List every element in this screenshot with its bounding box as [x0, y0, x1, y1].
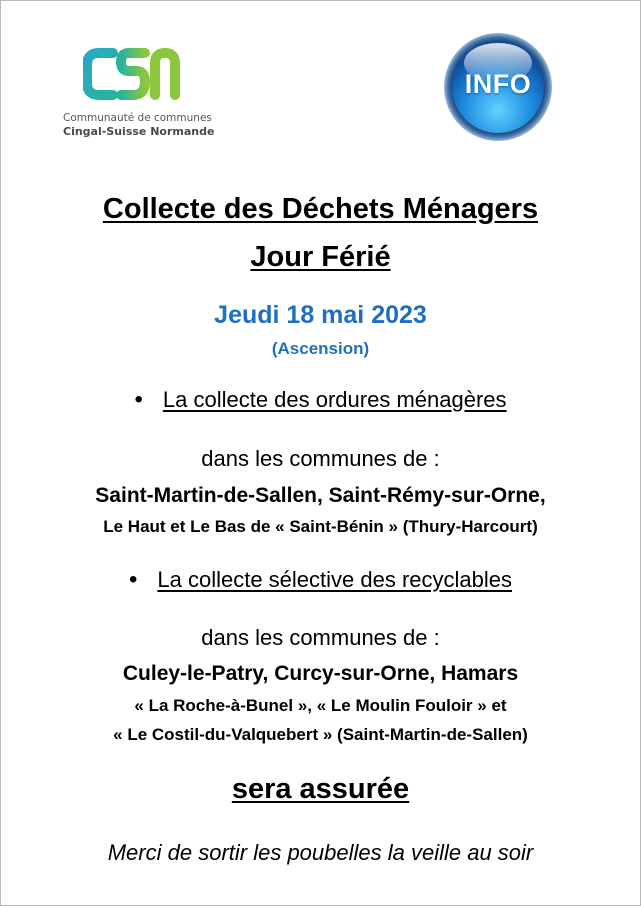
title-line2: Jour Férié	[250, 241, 391, 273]
date-note: (Ascension)	[271, 339, 370, 358]
footer-note: Merci de sortir les poubelles la veille au soir	[107, 840, 534, 865]
section2-bullet	[1, 566, 640, 594]
section2-heading: La collecte sélective des recyclables	[157, 567, 513, 592]
section1-communes: Saint-Martin-de-Sallen, Saint-Rémy-sur-Orne,	[95, 484, 546, 507]
bullet-dot: •	[128, 566, 138, 593]
conclusion: sera assurée	[231, 773, 410, 805]
section2-intro: dans les communes de :	[201, 625, 440, 650]
logo-caption-line2: Cingal-Suisse Normande	[63, 125, 215, 138]
csn-logo	[59, 45, 219, 141]
logo-caption-line1: Communauté de communes	[63, 112, 212, 124]
section1-bullet	[1, 386, 640, 414]
date-main: Jeudi 18 mai 2023	[214, 301, 427, 329]
bullet-dot: •	[134, 386, 143, 413]
csn-logo-icon	[83, 45, 183, 103]
section2-hamlets-b: « Le Costil-du-Valquebert » (Saint-Martin-de-Sallen)	[113, 725, 528, 744]
section1-intro: dans les communes de :	[201, 446, 440, 471]
info-sphere-icon	[442, 31, 554, 143]
section2-hamlets-a: « La Roche-à-Bunel », « Le Moulin Fouloir » et	[134, 696, 507, 715]
section1-hamlets: Le Haut et Le Bas de « Saint-Bénin » (Thury-Harcourt)	[103, 517, 538, 536]
title-line1: Collecte des Déchets Ménagers	[102, 193, 539, 225]
info-label: INFO	[464, 69, 532, 99]
section2-communes: Culey-le-Patry, Curcy-sur-Orne, Hamars	[122, 662, 519, 685]
section1-heading: La collecte des ordures ménagères	[162, 387, 507, 412]
